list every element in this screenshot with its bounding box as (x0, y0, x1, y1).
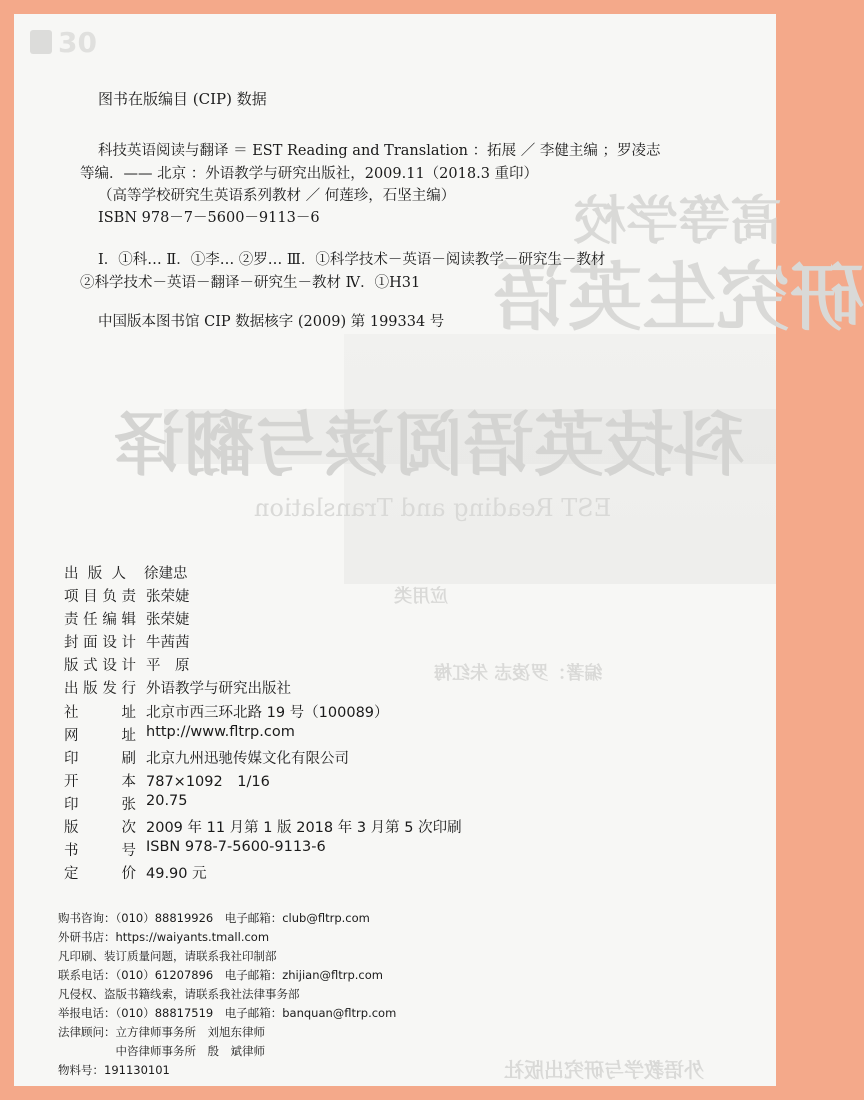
credit-value: 2009 年 11 月第 1 版 2018 年 3 月第 5 次印刷 (146, 820, 462, 836)
credit-value: 北京九州迅驰传媒文化有限公司 (146, 751, 349, 767)
credit-label: 网 址 (64, 728, 136, 744)
cip-line: ②科学技术－英语－翻译－研究生－教材 Ⅳ．①H31 (80, 275, 421, 291)
footer-line: 法律顾问：立方律师事务所 刘旭东律师 (58, 1025, 265, 1039)
cip-line: 等编．—— 北京 ：外语教学与研究出版社，2009.11（2018.3 重印） (80, 166, 539, 182)
credit-value: 外语教学与研究出版社 (146, 681, 291, 697)
credit-label: 印 张 (64, 797, 136, 813)
cip-line: 中国版本图书馆 CIP 数据核字 (2009) 第 199334 号 (98, 314, 445, 330)
showthrough-text: 编著：罗凌志 朱红梅 (434, 663, 603, 684)
showthrough-text: EST Reading and Translation (254, 494, 612, 522)
credit-label: 印 刷 (64, 751, 136, 767)
credit-value: 张荣婕 (146, 612, 190, 628)
credit-label: 封 面 设 计 (64, 635, 136, 651)
credit-label: 出 版 发 行 (64, 681, 136, 697)
credit-value: 牛茜茜 (146, 635, 190, 651)
credit-label: 版 式 设 计 (64, 658, 136, 674)
footer-line: 物料号：191130101 (58, 1063, 170, 1077)
cip-line: （高等学校研究生英语系列教材 ／ 何莲珍，石坚主编） (98, 188, 456, 204)
price: 49.90 元 (146, 866, 207, 882)
credit-label: 书 号 (64, 843, 136, 859)
cip-title: 图书在版编目 (CIP) 数据 (98, 90, 267, 108)
cip-line: 科技英语阅读与翻译 ＝ EST Reading and Translation ：拓展 ／ 李健主编 ；罗凌志 (98, 143, 661, 159)
footer-line: 联系电话：（010）61207896 电子邮箱：zhijian@fltrp.com (58, 968, 383, 982)
showthrough-text: 外语教学与研究出版社 (504, 1058, 704, 1082)
showthrough-text: 科技英语阅读与翻译 (114, 403, 744, 486)
credit-value: 张荣婕 (146, 589, 190, 605)
showthrough-text: 高等学校 (574, 191, 783, 252)
cip-line: Ⅰ．①科… Ⅱ．①李… ②罗… Ⅲ．①科学技术－英语－阅读教学－研究生－教材 (98, 252, 606, 268)
footer-line: 凡侵权、盗版书籍线索，请联系我社法律事务部 (58, 987, 300, 1001)
credit-value: 787×1092 1/16 (146, 774, 270, 790)
credit-label: 开 本 (64, 774, 136, 790)
credit-label: 出 版 人 (64, 566, 126, 582)
cip-line: ISBN 978－7－5600－9113－6 (98, 210, 320, 226)
credit-label: 定 价 (64, 866, 136, 882)
credit-value: 北京市西三环北路 19 号（100089） (146, 705, 389, 721)
footer-line: 购书咨询：（010）88819926 电子邮箱：club@fltrp.com (58, 911, 370, 925)
credit-label: 项 目 负 责 (64, 589, 136, 605)
credit-label: 版 次 (64, 820, 136, 836)
showthrough-text: 研究生英语 (494, 255, 864, 341)
credit-value: ISBN 978-7-5600-9113-6 (146, 839, 326, 855)
footer-line: 外研书店：https://waiyants.tmall.com (58, 930, 270, 944)
credit-value: 20.75 (146, 793, 188, 809)
footer-line: 举报电话：（010）88817519 电子邮箱：banquan@fltrp.com (58, 1006, 397, 1020)
footer-line: 中咨律师事务所 殷 斌律师 (58, 1044, 265, 1058)
footer-line: 凡印刷、装订质量问题，请联系我社印制部 (58, 949, 277, 963)
credit-value: 平 原 (146, 658, 190, 674)
credit-label: 社 址 (64, 705, 136, 721)
showthrough-text: 应用类 (394, 586, 448, 607)
credit-value: 徐建忠 (144, 566, 188, 582)
svg-text:30: 30 (58, 26, 97, 59)
website-url: http://www.fltrp.com (146, 724, 295, 740)
publisher-logo-showthrough (28, 24, 96, 58)
copyright-page (14, 14, 864, 1086)
credit-label: 责 任 编 辑 (64, 612, 136, 628)
